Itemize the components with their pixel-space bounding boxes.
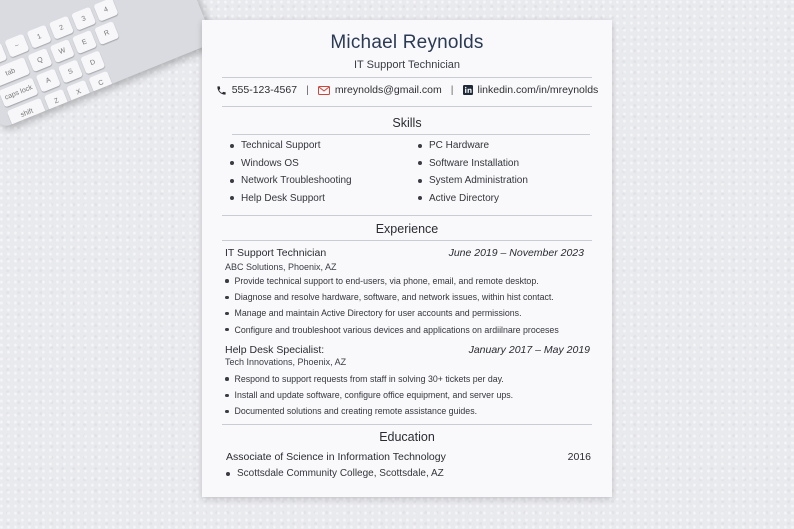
section-title-experience: Experience bbox=[375, 222, 439, 236]
keyboard-key: E bbox=[72, 30, 97, 54]
email-icon bbox=[318, 86, 330, 95]
skill-item bbox=[230, 140, 418, 151]
keyboard-key: shift bbox=[7, 98, 47, 128]
contact-phone bbox=[216, 84, 297, 96]
phone-text: 555-123-4567 bbox=[231, 84, 298, 96]
skills-list bbox=[230, 140, 610, 204]
divider bbox=[232, 134, 590, 135]
list-item bbox=[225, 273, 596, 289]
bullet-text: Manage and maintain Active Directory for user accounts and permissions. bbox=[234, 308, 522, 319]
keyboard-key: Z bbox=[44, 89, 69, 113]
divider bbox=[222, 215, 592, 216]
skill-label: Help Desk Support bbox=[241, 192, 325, 204]
keyboard-key: D bbox=[80, 50, 105, 74]
skill-item bbox=[418, 175, 606, 186]
bullet-dot bbox=[418, 144, 422, 148]
contact-line bbox=[202, 84, 612, 96]
divider bbox=[222, 77, 592, 78]
bullet-dot bbox=[225, 296, 229, 300]
skill-label: System Administration bbox=[429, 175, 528, 186]
bullet-dot bbox=[418, 196, 422, 200]
job-company: Tech Innovations, Phoenix, AZ bbox=[225, 357, 347, 367]
skill-label: Active Directory bbox=[429, 192, 500, 204]
divider bbox=[222, 424, 592, 425]
job-dates: January 2017 – May 2019 bbox=[468, 344, 590, 356]
bullet-dot bbox=[230, 161, 234, 165]
contact-email[interactable] bbox=[318, 84, 442, 96]
job-header bbox=[225, 344, 590, 356]
resume-name: Michael Reynolds bbox=[330, 32, 484, 53]
skill-item bbox=[230, 193, 418, 204]
bullet-dot bbox=[225, 394, 229, 398]
keyboard-key: 4 bbox=[93, 0, 118, 22]
keyboard-key: Q bbox=[27, 48, 52, 72]
education-header bbox=[226, 451, 591, 463]
list-item bbox=[225, 322, 596, 338]
skill-item bbox=[230, 175, 418, 186]
divider bbox=[222, 106, 592, 107]
list-item bbox=[225, 305, 596, 321]
keyboard-key: S bbox=[58, 59, 83, 83]
keyboard-key: C bbox=[88, 71, 113, 95]
skill-item bbox=[418, 140, 606, 151]
education-year: 2016 bbox=[567, 451, 591, 463]
separator: | bbox=[450, 84, 454, 96]
divider bbox=[222, 240, 592, 241]
keyboard-key: 3 bbox=[71, 7, 96, 31]
skill-label: Network Troubleshooting bbox=[241, 175, 352, 186]
email-text: mreynolds@gmail.com bbox=[334, 84, 442, 96]
bullet-text: Configure and troubleshoot various devices and applications on ardiilnare proceses bbox=[234, 324, 559, 335]
job-company: ABC Solutions, Phoenix, AZ bbox=[225, 262, 337, 272]
section-title-skills: Skills bbox=[392, 116, 422, 130]
keyboard bbox=[0, 0, 214, 129]
school-text: Scottsdale Community College, Scottsdale, AZ bbox=[237, 468, 444, 479]
skill-label: Windows OS bbox=[241, 157, 299, 169]
skill-item bbox=[418, 193, 606, 204]
bullet-dot bbox=[225, 377, 229, 381]
bullet-dot bbox=[230, 196, 234, 200]
resume-page bbox=[202, 20, 612, 497]
keyboard-key: X bbox=[66, 80, 91, 104]
bullet-dot bbox=[418, 161, 422, 165]
list-item bbox=[225, 289, 596, 305]
bullet-dot bbox=[226, 472, 230, 476]
job-bullets bbox=[225, 273, 596, 338]
keyboard-key: ~ bbox=[4, 34, 29, 58]
keyboard-key: 1 bbox=[27, 25, 52, 49]
job-title: Help Desk Specialist: bbox=[225, 344, 325, 356]
skill-label: Technical Support bbox=[241, 140, 321, 151]
keyboard-key: caps lock bbox=[0, 77, 39, 107]
bullet-text: Documented solutions and creating remote assistance guides. bbox=[234, 406, 478, 417]
contact-linkedin[interactable] bbox=[463, 84, 599, 96]
keyboard-key: W bbox=[50, 39, 75, 63]
bullet-dot bbox=[225, 279, 229, 283]
keyboard-key: 2 bbox=[49, 16, 74, 40]
bullet-dot bbox=[225, 328, 229, 332]
list-item bbox=[225, 387, 596, 403]
separator: | bbox=[306, 84, 309, 96]
skill-label: Software Installation bbox=[429, 157, 520, 169]
bullet-text: Provide technical support to end-users, via phone, email, and remote desktop. bbox=[234, 276, 539, 287]
linkedin-icon bbox=[463, 85, 473, 95]
bullet-text: Install and update software, configure office equipment, and server ups. bbox=[234, 390, 514, 401]
keyboard-key: tab bbox=[0, 57, 30, 87]
job-header bbox=[225, 247, 590, 259]
bullet-text: Respond to support requests from staff in solving 30+ tickets per day. bbox=[234, 374, 504, 385]
skill-label: PC Hardware bbox=[429, 140, 490, 151]
education-school bbox=[226, 468, 444, 479]
education-degree: Associate of Science in Information Technology bbox=[226, 451, 446, 463]
linkedin-text: linkedin.com/in/mreynolds bbox=[477, 84, 599, 96]
bullet-text: Diagnose and resolve hardware, software, and network issues, within hist contact. bbox=[234, 292, 554, 303]
job-title: IT Support Technician bbox=[225, 247, 327, 259]
bullet-dot bbox=[225, 312, 229, 316]
section-title-education: Education bbox=[379, 430, 435, 444]
bullet-dot bbox=[225, 410, 229, 414]
resume-role: IT Support Technician bbox=[354, 59, 460, 71]
list-item bbox=[225, 371, 596, 387]
list-item bbox=[225, 403, 596, 419]
job-bullets bbox=[225, 371, 596, 420]
skill-item bbox=[418, 158, 606, 169]
bullet-dot bbox=[418, 179, 422, 183]
keyboard-key: R bbox=[94, 21, 119, 45]
bullet-dot bbox=[230, 144, 234, 148]
keyboard-key: A bbox=[36, 68, 61, 92]
bullet-dot bbox=[230, 179, 234, 183]
skill-item bbox=[230, 158, 418, 169]
phone-icon bbox=[216, 85, 227, 96]
job-dates: June 2019 – November 2023 bbox=[448, 247, 584, 259]
